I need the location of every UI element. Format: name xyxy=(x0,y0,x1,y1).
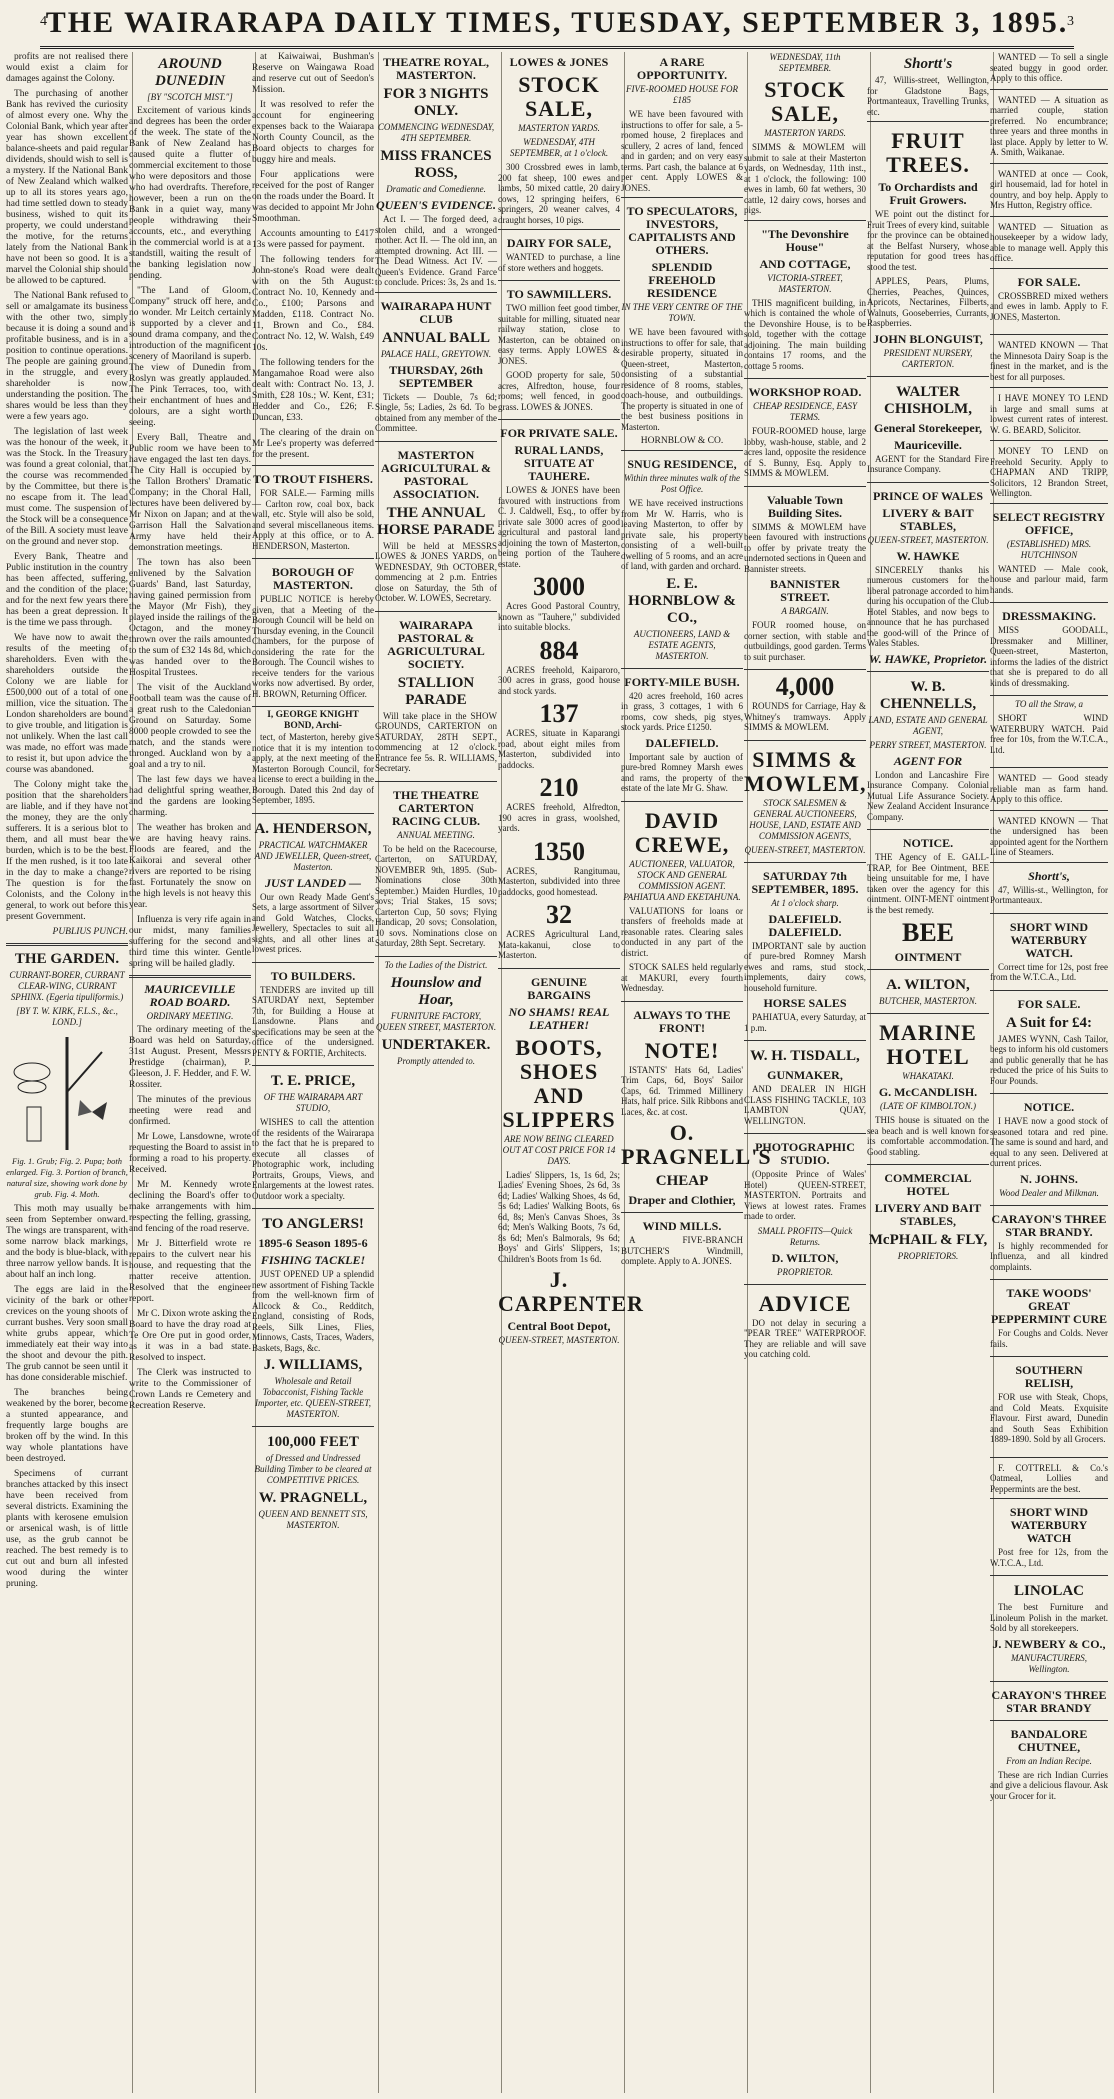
ad-text: ACRES freehold, Kaiparoro, 300 acres in grass, good house and stock yards. xyxy=(498,664,620,696)
ad-text: SIMMS & MOWLEM will submit to sale at their Masterton yards, on Wednesday, 11th inst., at 1 o'clock, the following: 100 ewes in lamb, 60 fat wethers, 30 cattle, 12 dairy cows, horses and pigs. xyxy=(744,142,866,215)
ad-heading: DALEFIELD. xyxy=(645,735,719,750)
ad-heading: FISHING TACKLE! xyxy=(260,1253,366,1267)
ad-heading: JOHN BLONGUIST, xyxy=(873,331,983,346)
classified-ad: CROSSBRED mixed wethers and ewes in lamb. Apply to F. JONES, Masterton. xyxy=(990,290,1108,322)
ad-heading: W. HAWKE xyxy=(896,548,960,563)
ad-heading: McPHAIL & FLY, xyxy=(868,1232,988,1248)
ad-heading: LOWES & JONES xyxy=(509,55,609,69)
ad-heading: TO TROUT FISHERS. xyxy=(253,472,373,486)
classified-ad: I HAVE MONEY TO LEND in large and small sums at lowest current rates of interest. W. G. BEARD, Solicitor. xyxy=(990,393,1108,435)
ad-heading: LIVERY AND BAIT STABLES, xyxy=(874,1201,982,1228)
classified-ad: 47, Willis-st., Wellington, for Portmanteaux. xyxy=(990,884,1108,905)
article-paragraph: The ordinary meeting of the Board was held on Saturday, 31st August. Present, Messrs Prestidge (chairman), P. Gleeson, J. F. Hedder, and F. W. Rossiter. xyxy=(129,1025,251,1090)
ad-heading: SATURDAY 7th SEPTEMBER, 1895. xyxy=(751,868,859,896)
ad-heading: DRESSMAKING. xyxy=(1002,609,1096,623)
ad-subheading: QUEEN-STREET, MASTERTON. xyxy=(867,534,989,545)
ad-heading: OINTMENT xyxy=(894,950,962,964)
ad-text: SIMMS & MOWLEM have been favoured with instructions to offer by private treaty the undernoted sections in Queen and Bannister streets. xyxy=(744,521,866,574)
ad-text: Acres Good Pastoral Country, known as "Tauhere," subdivided into suitable blocks. xyxy=(498,601,620,632)
ad-heading: GENUINE BARGAINS xyxy=(527,974,591,1002)
ad-heading: QUEEN'S EVIDENCE. xyxy=(375,198,497,212)
ad-text: PUBLIC NOTICE is hereby given, that a Meeting of the Borough Council will be held on Thursday evening, in the Council Chambers, for the purpose of considering the rate for the Borough. The Council wishes to receive tenders for the various works now advertised. By order, H. BROWN, Returning Officer. xyxy=(252,594,374,699)
ad-text: A FIVE-BRANCH BUTCHER'S Windmill, complete. Apply to A. JONES. xyxy=(621,1235,743,1266)
ad-heading: NOTICE. xyxy=(1023,1100,1075,1114)
ad-subheading: WEDNESDAY, 11th SEPTEMBER. xyxy=(769,52,841,73)
page-number-left: 4 xyxy=(40,14,47,29)
ad-heading: UNDERTAKER. xyxy=(381,1036,491,1053)
ad-heading: TO SPECULATORS, INVESTORS, CAPITALISTS AND OTHERS. xyxy=(626,204,738,257)
article-paragraph: The following tenders for the Mangamahoe Road were also dealt with: Contract No. 13, J. Smith, £28 10s.; W. Kent, £31; Hedder and Co., £26; F. Duncan, £33. xyxy=(252,358,374,423)
ad-text: AGENT for the Standard Fire Insurance Company. xyxy=(867,453,989,474)
masthead-title: THE WAIRARAPA DAILY TIMES, TUESDAY, SEPTEMBER 3, 1895. xyxy=(45,6,1069,39)
ad-heading: DALEFIELD. DALEFIELD. xyxy=(768,911,842,939)
ad-heading: WIND MILLS. xyxy=(642,1219,722,1233)
ad-heading: MISS FRANCES ROSS, xyxy=(380,148,492,181)
article-paragraph: "The Land of Gloom, Company" struck off here, and no wonder. Mr Leitch certainly is supported by a clever and sound drama company, and the introduction of the magnificent scenery of Maoriland is superb. The view of Dunedin from Roslyn was greatly applauded. The Pink Terraces, too, with their enchantment of hues and colours, are a sight worth seeing. xyxy=(129,286,251,428)
article-paragraph: The last few days we have had delightful spring weather, and the gardens are looking charming. xyxy=(129,775,251,818)
ad-subheading: IN THE VERY CENTRE OF THE TOWN. xyxy=(621,302,743,323)
column-3 xyxy=(248,52,379,2093)
ad-figure: 3000 xyxy=(533,572,585,601)
classified-ad: JAMES WYNN, Cash Tailor, begs to inform his old customers and public generally that he has reduced the price of his Suits to Four Pounds. xyxy=(990,1033,1108,1086)
ad-subheading: (ESTABLISHED) MRS. HUTCHINSON xyxy=(1006,538,1092,560)
ad-heading: A Suit for £4: xyxy=(1006,1014,1092,1031)
article-paragraph: The Clerk was instructed to write to the Commissioner of Crown Lands re Cemetery and Recreation Reserve. xyxy=(129,1368,251,1411)
classified-ad: WANTED — Good steady reliable man as farm hand. Apply to this office. xyxy=(990,773,1108,804)
ad-heading: FORTY-MILE BUSH. xyxy=(624,674,740,689)
column-2 xyxy=(125,52,256,2093)
ad-text: GOOD property for sale, 50 acres, Alfredton, house, four rooms; well fenced, in good grass. LOWES & JONES. xyxy=(498,370,620,412)
article-paragraph: Every Ball, Theatre and Public room we have been to have engaged the last ten days. The City Hall is occupied by the Tallon Brothers' Dramatic Company; in the Choral Hall, lectures have been delivered by Mr Nixon on Japan; and at the Garrison Hall the Salvation Army have held their demonstration meetings. xyxy=(129,433,251,553)
article-paragraph: The eggs are laid in the vicinity of the bark or other crevices on the young shoots of currant bushes. Very soon small white grubs appear, which immediately eat their way into the shoot and devour the pith. The grub cannot be seen until it has done considerable mischief. xyxy=(6,1285,128,1383)
ad-subheading: SMALL PROFITS—Quick Returns. xyxy=(757,1225,853,1247)
ad-heading: Valuable Town Building Sites. xyxy=(767,492,843,520)
section-heading-road-board: MAURICEVILLE ROAD BOARD. xyxy=(144,982,236,1009)
ad-heading: "The Devonshire House" xyxy=(761,226,849,254)
ad-heading: COMMERCIAL HOTEL xyxy=(884,1171,972,1198)
article-paragraph: The legislation of last week was the honour of the week, it was the Stock. In the Treasury was found a great colonial, that the course was recommended by the Committee, but there is no escape from it. The lead must come. The suspension of the Stock will be a consequence of the Bill. A society must leave on the ground and never stop. xyxy=(6,427,128,547)
ad-figure: 4,000 xyxy=(775,672,835,701)
classified-ad: The best Furniture and Linoleum Polish in the market. Sold by all storekeepers. xyxy=(990,1602,1108,1633)
ad-subheading: PROPRIETOR. xyxy=(776,1266,834,1277)
ad-text: WANTED to purchase, a line of store wethers and hoggets. xyxy=(498,252,620,273)
section-heading-dunedin: AROUND DUNEDIN xyxy=(154,56,225,89)
ad-heading: SELECT REGISTRY OFFICE, xyxy=(992,509,1106,537)
ad-text: Ladies' Slippers, 1s, 1s 6d, 2s; Ladies' Evening Shoes, 2s 6d, 3s 6d; Ladies' Walking Shoes, 4s 6d, 5s 6d; Ladies' Walking Boots, 6s 6d, 8s; Men's Canvas Shoes, 3s 6d; Men's Walking Boots, 7s 6d, 8s 6d; Men's Balmorals, 9s 6d; Boys' and Girls' Slippers, 1s; Children's Boots from 1s 6d. xyxy=(498,1169,620,1264)
ad-subheading: CHEAP RESIDENCE, EASY TERMS. xyxy=(752,401,858,422)
ad-heading: Shortt's, xyxy=(1028,868,1070,883)
ad-heading: MARINE HOTEL xyxy=(879,1020,977,1069)
ad-heading: General Storekeeper, xyxy=(874,420,982,435)
classified-ad: Correct time for 12s, post free from the W.T.C.A., Ltd. xyxy=(990,961,1108,982)
ad-text: ROUNDS for Carriage, Hay & Whitney's tramways. Apply SIMMS & MOWLEM. xyxy=(744,701,866,732)
ad-text: FOUR-ROOMED house, large lobby, wash-house, stable, and 2 acres land, opposite the residence of S. Bunny, Esq. Apply to SIMMS & MOWLEM. xyxy=(744,426,866,478)
article-paragraph: Mr M. Kennedy wrote declining the Board's offer to make arrangements with him respecting the felling, grassing, and fencing of the road reserve. xyxy=(129,1180,251,1234)
ad-heading: J. CARPENTER xyxy=(498,1267,644,1316)
ad-heading: O. PRAGNELL'S xyxy=(621,1120,772,1169)
article-paragraph: Mr C. Dixon wrote asking the Board to have the dray road at Te Ore Ore put in good order, as it was in a bad state. Resolved to inspect. xyxy=(129,1309,251,1363)
classified-ad: Post free for 12s, from the W.T.C.A., Ltd. xyxy=(990,1547,1108,1568)
ad-heading: TO SAWMILLERS. xyxy=(506,287,612,301)
article-paragraph: The visit of the Auckland Football team was the cause of a great rush to the Caledonian Ground on Saturday. Some 8000 people crowded to see the match, and the stands were thronged. Auckland won by a goal and a try to nil. xyxy=(129,683,251,770)
ad-subheading: MASTERTON YARDS. xyxy=(518,123,600,133)
section-heading-garden: THE GARDEN. xyxy=(14,951,120,967)
ad-subheading: BUTCHER, MASTERTON. xyxy=(878,996,978,1006)
article-paragraph: The Colony might take the position that the shareholders are liable, and if they have not the money, they are the only sufferers. It is a serious blot to them, and all must bear the burden, which is to be the best. If the men rushed, is it too late in the day to make a change? The question is for the Colonists, and the Colony in general, to work out before this present Government. xyxy=(6,780,128,922)
classified-ad: WANTED — Male cook, house and parlour maid, farm hands. xyxy=(990,563,1108,595)
ad-subheading: Promptly attended to. xyxy=(397,1055,475,1066)
ad-heading: D. WILTON, xyxy=(771,1250,839,1265)
classified-ad: WANTED — To sell a single seated buggy in good order. Apply to this office. xyxy=(990,52,1108,83)
classified-ad: For Coughs and Colds. Never fails. xyxy=(990,1328,1108,1349)
byline: [BY "SCOTCH MIST."] xyxy=(147,92,233,102)
article-paragraph: The clearing of the drain on Mr Lee's property was deferred for the present. xyxy=(252,428,374,460)
ad-subheading: QUEEN AND BENNETT STS, MASTERTON. xyxy=(258,1509,368,1530)
ad-heading: A. WILTON, xyxy=(886,977,970,993)
ad-text: TWO million feet good timber, suitable for milling, situated near railway station, close to Masterton, can be obtained on easy terms. Apply LOWES & JONES. xyxy=(498,303,620,366)
article-paragraph: The town has also been enlivened by the Salvation Guards' Band, last Saturday, having gained permission from the Mayor (Mr Fish), they played inside the railings of the Octagon, and the money thrown over the rails amounted to the sum of £32 14s 8d, which was handed over to the Hospital Trustees. xyxy=(129,558,251,678)
ad-text: ACRES, situate in Kaparangi road, about eight miles from Masterton, subdivided into paddocks. xyxy=(498,728,620,770)
article-paragraph: Accounts amounting to £417 13s were passed for payment. xyxy=(252,229,374,250)
ad-text: WISHES to call the attention of the residents of the Wairarapa to the fact that he is prepared to execute all classes of Photographic work, including Portraits, Groups, Views, and Enlargements at the lowest rates. Outdoor work a specialty. xyxy=(252,1117,374,1201)
ad-heading: DAIRY FOR SALE, xyxy=(506,236,612,250)
ad-heading: Draper and Clothier, xyxy=(628,1193,736,1207)
article-paragraph: The National Bank refused to sell or amalgamate its business with the other two, simply because it is doing a sound and profitable business, and is in a position to continue operations. The people are gaining ground in the struggle, and every shareholder is now understanding the position. The shares would be less than they were a few years ago. xyxy=(6,291,128,422)
ad-heading: W. HAWKE, Proprietor. xyxy=(868,651,988,666)
ad-text: SINCERELY thanks his numerous customers for the liberal patronage accorded to him during his occupation of the Club Hotel Stables, and now begs to announce that he has purchased the good-will of the Prince of Wales Stables. xyxy=(867,564,989,648)
insect-figure xyxy=(6,1032,128,1152)
ad-subheading: A BARGAIN. xyxy=(781,606,829,616)
ad-subheading: At 1 o'clock sharp. xyxy=(771,897,839,908)
ad-subheading: FURNITURE FACTORY, QUEEN STREET, MASTERTON. xyxy=(375,1010,497,1032)
ad-heading: THE THEATRE CARTERTON RACING CLUB. xyxy=(391,787,480,828)
ad-heading: FOR PRIVATE SALE. xyxy=(500,426,618,440)
ad-heading: DAVID CREWE, xyxy=(634,807,730,857)
ad-heading: STOCK SALE, xyxy=(518,72,600,121)
ad-subheading: WHAKATAKI. xyxy=(902,1071,954,1081)
article-paragraph: Every Bank, Theatre and Public institution in the country has been affected, suffering, and the condition of the place; and for the next few years there has been a great depression. It is the time we pass through. xyxy=(6,552,128,628)
ad-heading: NOTICE. xyxy=(902,836,954,850)
ad-text: THE Agency of E. GALL-TRAP, for Bee Ointment, BEE being unsuitable for me, I have taken over the agency for this ointment. OINT-MENT ointment is the best remedy. xyxy=(867,852,989,915)
ad-subheading: PROPRIETORS. xyxy=(897,1251,959,1261)
article-paragraph: The purchasing of another Bank has revived the curiosity of almost every one. Why the Colonial Bank, which year after year has shown excellent balance-sheets and paid regular dividends, should wish to sell is a mystery. If the National Bank of New Zealand which walked up to all its stores years ago, had time settled down to steady business, wished to quit its property, we could understand the motive, for the returns lately from the National Bank have not been so good. It is a marvel the Colonial ship should be allowed to be captured. xyxy=(6,89,128,286)
ad-heading: STALLION PARADE xyxy=(397,674,475,708)
ad-text: LOWES & JONES have been favoured with instructions from C. J. Caldwell, Esq., to offer by private sale 3000 acres of good agricultural and pastoral land adjoining the town of Masterton, being portion of the Tauhere estate. xyxy=(498,485,620,569)
subheading: CURRANT-BORER, CURRANT CLEAR-WING, CURRANT SPHINX. (Egeria tipuliformis.) xyxy=(9,970,125,1002)
ad-heading: SHORT WIND WATERBURY WATCH. xyxy=(1009,919,1089,960)
ad-subheading: TO all the Straw, a xyxy=(1015,699,1083,709)
ad-figure: 32 xyxy=(546,900,572,929)
classified-ad: MONEY TO LEND on Freehold Security. Apply to CHAPMAN AND TRIPP, Solicitors, 12 Brandon Street, Wellington. xyxy=(990,446,1108,498)
ad-heading: N. JOHNS. xyxy=(1020,1171,1078,1186)
ad-heading: I, GEORGE KNIGHT BOND, Archi- xyxy=(267,710,359,731)
article-paragraph: at Kaiwaiwai, Bushman's Reserve on Waingawa Road and reserve cut out of Seedon's Mission. xyxy=(252,52,374,95)
page-number-right: 3 xyxy=(1067,14,1074,29)
ad-heading: SPLENDID FREEHOLD RESIDENCE xyxy=(646,260,718,300)
ad-subheading: LAND, ESTATE AND GENERAL AGENT, xyxy=(868,714,988,736)
classified-ad: These are rich Indian Curries and give a delicious flavour. Ask your Grocer for it. xyxy=(990,1769,1108,1801)
ad-heading: TO ANGLERS! xyxy=(262,1216,364,1232)
ad-subheading: PRACTICAL WATCHMAKER AND JEWELLER, Queen-street, Masterton. xyxy=(254,839,372,872)
ad-subheading: Wood Dealer and Milkman. xyxy=(999,1187,1099,1198)
ad-heading: CARAYON'S THREE STAR BRANDY xyxy=(991,1687,1107,1715)
article-paragraph: It was resolved to refer the account for engineering expenses back to the Waiarapa North County Council, as the Board objects to charges for buggy hire and meals. xyxy=(252,100,374,165)
column-7 xyxy=(740,52,871,2093)
ad-heading: FOR 3 NIGHTS ONLY. xyxy=(383,86,489,119)
ad-heading: FOR SALE. xyxy=(1017,996,1081,1011)
ad-heading: 100,000 FEET xyxy=(267,1434,359,1450)
article-paragraph: Excitement of various kinds and degrees has been the order of the week. The state of the Bank of New Zealand has caused quite a flutter of commercial excitement to those who were depositors and those who had overdrafts. Therefore, however, been a run on the Bank in a quiet way, many people withdrawing their accounts, etc., and everything in the commercial world is at a standstill, waiting the result of the banking legislation now pending. xyxy=(129,106,251,281)
ad-text: APPLES, Pears, Plums, Cherries, Peaches, Quinces, Apricots, Nectarines, Filberts, Walnuts, Gooseberries, Currants, Raspberries. xyxy=(867,276,989,328)
ad-subheading: PERRY STREET, MASTERTON. xyxy=(869,739,987,750)
classified-ad: Is highly recommended for Influenza, and all kindred complaints. xyxy=(990,1240,1108,1272)
ad-text: Will take place in the SHOW GROUNDS, CARTERTON on SATURDAY, 28TH SEPT., commencing at 12 o'clock. Entrance fee 5s. R. WILLIAMS, Secretary. xyxy=(375,710,497,773)
article-paragraph: Specimens of currant branches attacked by this insect have been received from several districts. Examining the plants with kerosene emulsion or arsenical wash, is of little use, as the grub cannot be reached. The best remedy is to cut out and burn all infested wood during the winter pruning. xyxy=(6,1469,128,1589)
ad-heading: FRUIT TREES. xyxy=(886,128,970,177)
ad-heading: 1895-6 Season 1895-6 xyxy=(258,1236,368,1250)
ad-heading: E. E. HORNBLOW & CO., xyxy=(628,575,736,626)
ad-heading: W. H. TISDALL, xyxy=(750,1048,860,1064)
article-paragraph: The following tenders for John-stone's Road were dealt with on the 5th August: Contract No. 10, Kennedy and Co., £100; Parsons and Madden, £118. Contract No. 11, Brown and Co., £84. Contract No. 12, W. Walsh, £49 10s. xyxy=(252,255,374,353)
article-paragraph: The branches being weakened by the borer, become a stunted appearance, and frequently large boughs are broken off by the wind. In this way whole plantations have been destroyed. xyxy=(6,1388,128,1464)
ad-heading: BANNISTER STREET. xyxy=(769,577,841,604)
ad-text: TENDERS are invited up till SATURDAY next, September 7th, for Building a House at Lansdowne. Plans and specifications may be seen at the office of the undersigned. PENTY & FORTIE, Architects. xyxy=(252,984,374,1058)
ad-subheading: VICTORIA-STREET, MASTERTON. xyxy=(767,272,843,294)
ad-heading: SOUTHERN RELISH, xyxy=(1015,1363,1083,1390)
ad-text: VALUATIONS for loans or transfers of freeholds made at reasonable rates. Clearing sales conducted in any part of the district. xyxy=(621,905,743,958)
ad-heading: Hounslow and Hoar, xyxy=(390,974,482,1008)
ad-subheading: STOCK SALESMEN & GENERAL AUCTIONEERS, HOUSE, LAND, ESTATE AND COMMISSION AGENTS, xyxy=(749,797,861,841)
ad-heading: LINOLAC xyxy=(1013,1583,1084,1599)
ad-text: To be held on the Racecourse, Carterton, on SATURDAY, NOVEMBER 9th, 1895. (Sub-Nominations close 30th September.) Maiden Hurdles, 10 sovs; Trial Stakes, 15 sovs; Carterton Cup, 50 sovs; Flying Handicap, 20 sovs; Consolation, 10 sovs. Nominations close on Saturday, 28th Sept. Secretary. xyxy=(375,843,497,948)
ad-subheading: Within three minutes walk of the Post Office. xyxy=(624,473,740,494)
ad-subheading: COMMENCING WEDNESDAY, 4TH SEPTEMBER. xyxy=(377,122,495,143)
ad-text: tect, of Masterton, hereby give notice that it is my intention to apply, at the next meeting of the Masterton Borough Council, for a license to erect a building in the Borough. Dated this 2nd day of September, 1895. xyxy=(252,732,374,805)
ad-subheading: PRESIDENT NURSERY, CARTERTON. xyxy=(883,347,973,369)
ad-heading: CARAYON'S THREE STAR BRANDY. xyxy=(991,1211,1107,1239)
ad-subheading: PALACE HALL, GREYTOWN. xyxy=(380,348,492,359)
column-6 xyxy=(617,52,772,2093)
ad-heading: Shortt's xyxy=(903,56,953,72)
ad-heading: SNUG RESIDENCE, xyxy=(627,457,737,471)
ad-text: Tickets — Double, 7s 6d; Single, 5s; Ladies, 2s 6d. To be obtained from any member of the Committee. xyxy=(375,391,497,433)
column-1 xyxy=(2,52,133,2093)
ad-heading: LIVERY & BAIT STABLES, xyxy=(882,505,974,533)
ad-text: WE have been favoured with instructions to offer for sale, that desirable property, situated in Queen-street, Masterton, consisting of a substantial residence of 8 rooms, stables, coach-house, and outbuildings. The property is situated in one of the best business positions in Masterton. xyxy=(621,327,743,432)
ad-figure: BEE xyxy=(901,918,955,947)
ad-heading: WAIRARAPA HUNT CLUB xyxy=(380,298,492,326)
classified-ad: I HAVE now a good stock of seasoned totara and red pine. The same is sound and hard, and equal to any seen. Delivered at current prices. xyxy=(990,1116,1108,1168)
ad-heading: WAIRARAPA PASTORAL & AGRICULTURAL SOCIETY. xyxy=(387,617,485,671)
ad-heading: FOR SALE. xyxy=(1017,274,1081,289)
ad-text: FOR SALE.— Farming mills — Carlton row, coal box, back wall, etc. Style will also be sold, and several miscellaneous items. Apply at this office, or to A. HENDERSON, Masterton. xyxy=(252,488,374,551)
masthead xyxy=(40,6,1074,49)
ad-subheading: Wholesale and Retail Tobacconist, Fishing Tackle Importer, etc. QUEEN-STREET, MASTERTON. xyxy=(254,1376,372,1419)
ad-text: Will be held at MESSRS LOWES & JONES YARDS, on WEDNESDAY, 9th OCTOBER, commencing at 2 p.m. Entries close on Saturday, the 5th of October. W. LOWES, Secretary. xyxy=(375,540,497,603)
ad-heading: TAKE WOODS' GREAT PEPPERMINT CURE xyxy=(990,1286,1108,1326)
ad-text: THIS magnificent building, in which is contained the whole of the Devonshire House, is to be sold, together with the cottage adjoining. The main building contains 17 rooms, and the cottage 5 rooms. xyxy=(744,297,866,371)
ad-heading: THEATRE ROYAL, MASTERTON. xyxy=(382,55,490,82)
ad-text: PAHIATUA, every Saturday, at 1 p.m. xyxy=(744,1012,866,1033)
classified-ad: WANTED KNOWN — That the Minnesota Dairy Soap is the finest in the market, and is the best for all purposes. xyxy=(990,340,1108,382)
ad-heading: SHORT WIND WATERBURY WATCH xyxy=(1009,1505,1089,1545)
ad-text: 300 Crossbred ewes in lamb, 200 fat sheep, 100 ewes and lambs, 50 mixed cattle, 20 dairy cows, 12 springing heifers, 6 springers, 20 weaner calves, 4 draught horses, 10 pigs. xyxy=(498,162,620,225)
classified-ad: WANTED — A situation as married couple, station preferred. No encumbrance; three years and three months in last place. Apply by letter to W. A. Smith, Waikanae. xyxy=(990,94,1108,157)
classified-ad: SHORT WIND WATERBURY WATCH. Paid free for 10s, from the W.T.C.A., Ltd. xyxy=(990,713,1108,755)
ad-heading: HORSE SALES xyxy=(763,996,847,1010)
ad-heading: BOROUGH OF MASTERTON. xyxy=(271,565,355,592)
article-paragraph: The weather has broken and we are having heavy rains. Floods are feared, and the Kaikorai and several other rivers are reported to be rising fast. Fortunately the snow on the high levels is not heavy this year. xyxy=(129,823,251,910)
ad-text: ISTANTS' Hats 6d, Ladies' Trim Caps, 6d, Boys' Sailor Caps, 6d. Trimmed Millinery Hats, half price. Silk Ribbons and Laces, &c. at cost. xyxy=(621,1064,743,1117)
ad-heading: BANDALORE CHUTNEE, xyxy=(1010,1726,1088,1754)
ad-heading: WORKSHOP ROAD. xyxy=(748,385,862,399)
ad-figure: 884 xyxy=(539,635,579,665)
ad-text: STOCK SALES held regularly at MAKURI, every fourth Wednesday. xyxy=(621,962,743,993)
ad-heading: THURSDAY, 26th SEPTEMBER xyxy=(389,362,483,390)
ad-heading: NO SHAMS! REAL LEATHER! xyxy=(508,1004,610,1032)
ad-heading: TO BUILDERS. xyxy=(270,968,356,983)
ad-heading: A RARE OPPORTUNITY. xyxy=(636,55,728,82)
article-paragraph: Four applications were received for the post of Ranger on the roads under the Board. It was decided to appoint Mr John Smoothman. xyxy=(252,170,374,224)
ad-text: ACRES freehold, Alfredton, 190 acres in grass, woolshed, yards. xyxy=(498,802,620,833)
ad-heading: J. WILLIAMS, xyxy=(263,1357,363,1373)
subheading: ORDINARY MEETING. xyxy=(146,1011,234,1021)
ad-subheading: QUEEN-STREET, MASTERTON. xyxy=(744,844,866,855)
article-paragraph: Mr J. Bitterfield wrote re repairs to the culvert near his house, and requesting that the matter receive attention. Resolved that the engineer report. xyxy=(129,1239,251,1304)
ad-heading: WALTER CHISHOLM, xyxy=(884,383,972,417)
ad-heading: SIMMS & MOWLEM, xyxy=(744,746,867,796)
ad-heading: Mauriceville. xyxy=(894,437,962,452)
ad-text: (Opposite Prince of Wales' Hotel) QUEEN-STREET, MASTERTON. Portraits and Views at lowest rates. Frames made to order. xyxy=(744,1169,866,1221)
figure-caption: Fig. 1. Grub; Fig. 2. Pupa; both enlarged. Fig. 3. Portion of branch, natural size, showing work done by grub. Fig. 4. Moth. xyxy=(6,1156,128,1199)
ad-heading: Central Boot Depot, xyxy=(507,1319,611,1333)
ad-figure: 1350 xyxy=(533,836,585,866)
column-8 xyxy=(863,52,994,2093)
ad-text: WE have been favoured with instructions to offer for sale, a 5-roomed house, 2 fireplaces and scullery, 2 acres of land, fenced and in garden; and on very easy terms. Part cash, the balance at 6 per cent. Apply LOWES & JONES. xyxy=(621,109,743,193)
ad-heading: J. NEWBERY & CO., xyxy=(992,1636,1106,1651)
ad-heading: To Orchardists and Fruit Growers. xyxy=(878,180,978,207)
ad-text: FOUR roomed house, on corner section, with stable and outbuildings, good garden. Terms to suit purchaser. xyxy=(744,620,866,662)
ad-text: ACRES, Rangitumau, Masterton, subdivided into three paddocks, good homestead. xyxy=(498,865,620,897)
ad-text: 47, Willis-street, Wellington, for Gladstone Bags, Portmanteaux, Travelling Trunks, etc. xyxy=(867,75,989,117)
classified-ad: F. COTTRELL & Co.'s Oatmeal, Lollies and Peppermints are the best. xyxy=(990,1462,1108,1494)
ad-heading: A. HENDERSON, xyxy=(254,820,372,837)
ad-heading: PHOTOGRAPHIC STUDIO. xyxy=(755,1140,855,1167)
ad-text: JUST OPENED UP a splendid new assortment of Fishing Tackle from the well-known firm of Allcock & Co., Redditch, England, consisting of Rods, Reels, Silk Lines, Flies, Minnows, Casts, Traces, Waders, Baskets, Bags, &c. xyxy=(252,1269,374,1353)
ad-subheading: Dramatic and Comedienne. xyxy=(386,184,486,194)
classified-ad: WANTED — Situation as housekeeper by a widow lady, able to manage well. Apply this office. xyxy=(990,221,1108,263)
classified-ad: FOR use with Steak, Chops, and Cold Meats. Exquisite Flavour. First award, Dunedin and South Seas Exhibition 1889-1890. Sold by all Grocers. xyxy=(990,1392,1108,1444)
ad-text: WE point out the distinct for Fruit Trees of every kind, suitable for the province can be obtained at the Belfast Nursery, whose reputation for good trees has stood the test. xyxy=(867,209,989,272)
ad-heading: G. McCANDLISH. xyxy=(878,1085,978,1099)
ad-text: Act I. — The forged deed, a stolen child, and a wronged mother. Act II. — The old inn, an attempted drowning. Act III. — The Dead Witness. Act IV. — Queen's Evidence. Grand Farce to conclude. Prices: 3s, 2s and 1s. xyxy=(375,214,497,287)
classified-ad: MISS GOODALL, Dressmaker and Milliner, Queen-street, Masterton, informs the ladies of the district that she is prepared to do all kinds of dressmaking. xyxy=(990,625,1108,688)
ad-subheading: ANNUAL MEETING. xyxy=(397,829,475,840)
ad-heading: RURAL LANDS, SITUATE AT TAUHERE. xyxy=(514,443,604,483)
ad-heading: W. B. CHENNELLS, xyxy=(879,678,977,712)
ad-heading: GUNMAKER, xyxy=(767,1068,843,1082)
ad-heading: PRINCE OF WALES xyxy=(872,488,984,503)
byline: [BY T. W. KIRK, F.L.S., &c., LOND.] xyxy=(16,1006,118,1027)
article-paragraph: profits are not realised there would exist a claim for damages against the Colony. xyxy=(6,52,128,84)
article-paragraph: Mr Lowe, Lansdowne, wrote requesting the Board to assist in forming a road to his property. Received. xyxy=(129,1132,251,1175)
ad-subheading: From an Indian Recipe. xyxy=(1006,1755,1092,1766)
classified-ad: WANTED at once — Cook, girl housemaid, lad for hotel in country, and boy help. Apply to Mrs Hutton, Registry office. xyxy=(990,168,1108,210)
ad-heading: T. E. PRICE, xyxy=(270,1073,356,1089)
ad-text: 420 acres freehold, 160 acres in grass, 3 cottages, 1 with 6 rooms, cow sheds, pig styes, stock yards. Price £1250. xyxy=(621,690,743,732)
ad-text: IMPORTANT sale by auction of pure-bred Romney Marsh ewes and rams, stud stock, implements, dairy cows, household furniture. xyxy=(744,940,866,993)
ad-figure: 137 xyxy=(539,699,579,728)
ad-heading: JUST LANDED — xyxy=(264,875,361,890)
column-4 xyxy=(371,52,502,2093)
ad-subheading: OF THE WAIRARAPA ART STUDIO, xyxy=(263,1092,363,1113)
ad-text: AND DEALER IN HIGH CLASS FISHING TACKLE, 103 LAMBTON QUAY, WELLINGTON. xyxy=(744,1084,866,1126)
ad-heading: W. PRAGNELL, xyxy=(258,1490,368,1506)
ad-heading: ALWAYS TO THE FRONT! xyxy=(633,1007,731,1035)
ad-heading: CHEAP xyxy=(655,1173,709,1189)
ad-heading: NOTE! xyxy=(644,1037,720,1063)
ad-subheading: AUCTIONEER, VALUATOR, STOCK AND GENERAL COMMISSION AGENT. PAHIATUA AND EKETAHUNA. xyxy=(623,858,741,902)
ad-subheading: of Dressed and Undressed Building Timber to be cleared at COMPETITIVE PRICES. xyxy=(254,1453,372,1485)
ad-subheading: MASTERTON YARDS. xyxy=(764,128,846,138)
ad-figure: 210 xyxy=(539,773,579,802)
moth-illustration-icon xyxy=(7,1032,127,1152)
ad-heading: AND COTTAGE, xyxy=(759,256,851,271)
ad-heading: THE ANNUAL HORSE PARADE xyxy=(377,504,495,538)
ad-text: DO not delay in securing a "PEAR TREE" WATERPROOF. They are reliable and will save you catching cold. xyxy=(744,1317,866,1359)
ad-subheading: QUEEN-STREET, MASTERTON. xyxy=(498,1335,620,1345)
column-5 xyxy=(494,52,644,2093)
ad-signature: HORNBLOW & CO. xyxy=(640,436,724,446)
ad-heading: BOOTS, SHOES AND SLIPPERS xyxy=(502,1034,616,1132)
article-paragraph: The minutes of the previous meeting were read and confirmed. xyxy=(129,1095,251,1127)
article-paragraph: Influenza is very rife again in our midst, many families suffering for the second and third time this winter. Gentle spring will be hailed gladly. xyxy=(129,915,251,969)
ad-subheading: MANUFACTURERS, Wellington. xyxy=(1010,1652,1088,1674)
classified-ad: WANTED KNOWN — That the undersigned has been appointed agent for the Northern Line of Steamers. xyxy=(990,815,1108,857)
article-paragraph: This moth may usually be seen from September onward. The wings are transparent, with some narrow black markings, and the body is blue-black, with three narrow yellow bands. It is about half an inch long. xyxy=(6,1204,128,1280)
ad-subheading: AUCTIONEERS, LAND & ESTATE AGENTS, MASTERTON. xyxy=(633,628,731,661)
ad-text: London and Lancashire Fire Insurance Company. Colonial Mutual Life Assurance Society. New Zealand Accident Insurance Company. xyxy=(867,769,989,822)
ad-text: WE have received instructions from Mr W. Harris, who is leaving Masterton, to offer by private sale, his property consisting of a well-built dwelling of 5 rooms, and an acre of land, with garden and orchard. xyxy=(621,498,743,571)
ad-subheading: ARE NOW BEING CLEARED OUT AT COST PRICE FOR 14 DAYS. xyxy=(502,1133,616,1166)
ad-text: Our own Ready Made Gent's Sets, a large assortment of Silver and Gold Watches, Clocks, Jewellery, Spectacles to suit all sights, and all other lines at lowest prices. xyxy=(252,891,374,954)
ad-heading: ANNUAL BALL xyxy=(382,329,490,346)
ad-subheading: FIVE-ROOMED HOUSE FOR £185 xyxy=(626,84,738,105)
ad-heading: STOCK SALE, xyxy=(764,77,846,126)
ad-text: ACRES Agricultural Land, Mata-kakanui, close to Masterton. xyxy=(498,929,620,960)
column-9 xyxy=(986,52,1112,2093)
ad-subheading: WEDNESDAY, 4TH SEPTEMBER, at 1 o'clock. xyxy=(509,137,609,158)
signature: PUBLIUS PUNCH. xyxy=(52,927,128,937)
article-paragraph: We have now to await the results of the meeting of shareholders. Even with the shareholders outside the Colony we are liable for £500,000 out of a total of one million, vice the situation. The London shareholders are bound to give trouble, and litigation is not unlikely. When the last call was made, no effort was made to resist it, but upon advice the course was abandoned. xyxy=(6,633,128,775)
ad-subheading: To the Ladies of the District. xyxy=(384,959,488,970)
ad-text: Important sale by auction of pure-bred Romney Marsh ewes and rams, the property of the estate of the late Mr G. Shaw. xyxy=(621,751,743,793)
ad-heading: ADVICE xyxy=(758,1290,852,1316)
ad-heading: AGENT FOR xyxy=(893,753,963,768)
ad-subheading: (LATE OF KIMBOLTON.) xyxy=(879,1101,977,1111)
ad-text: THIS house is situated on the sea beach and is well known for its comfortable accommodation. Good stabling. xyxy=(867,1115,989,1157)
ad-heading: MASTERTON AGRICULTURAL & PASTORAL ASSOCIATION. xyxy=(381,447,491,501)
